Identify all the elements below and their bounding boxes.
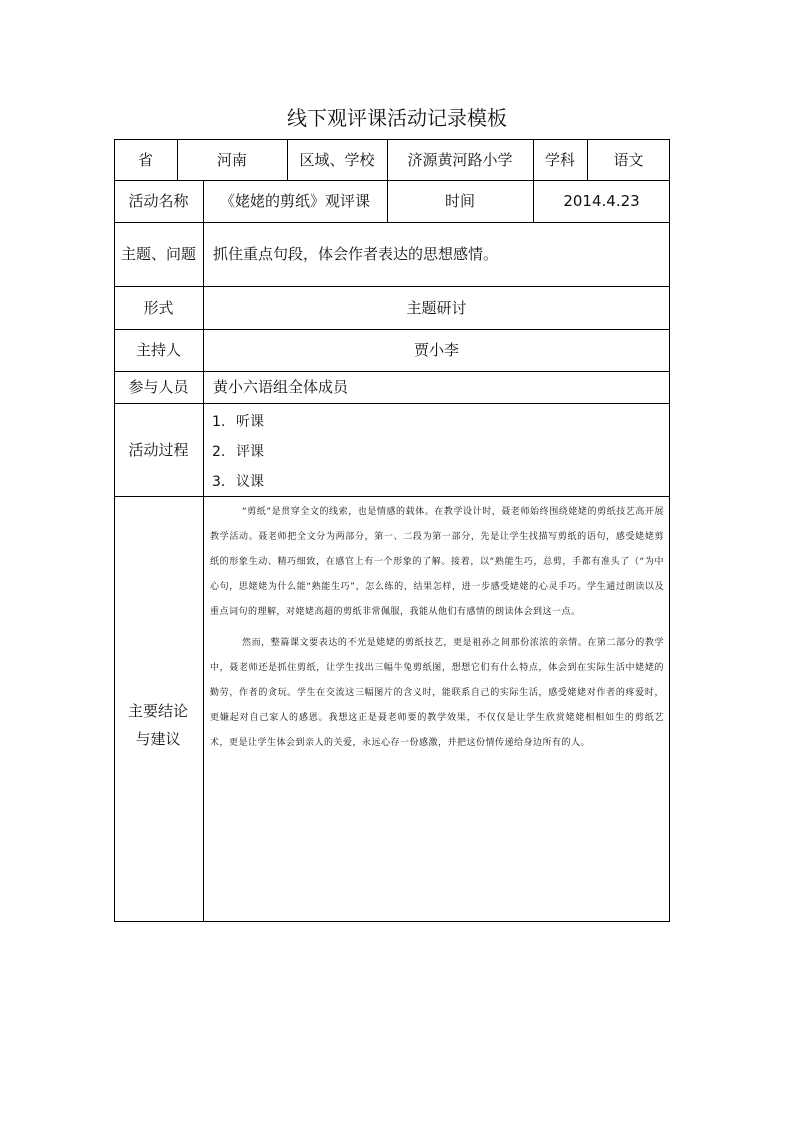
table-border bbox=[114, 371, 670, 372]
topic-label: 主题、问题 bbox=[120, 245, 196, 263]
host-label: 主持人 bbox=[135, 341, 181, 359]
activity-name-label: 活动名称 bbox=[128, 192, 189, 210]
process-item: 2. 评课 bbox=[212, 444, 264, 460]
table-border bbox=[177, 139, 178, 180]
table-border bbox=[114, 286, 670, 287]
table-border bbox=[114, 329, 670, 330]
process-item: 3. 议课 bbox=[212, 474, 264, 490]
province-label: 省 bbox=[137, 150, 153, 169]
table-border bbox=[114, 222, 670, 223]
process-list bbox=[212, 407, 662, 497]
form-label: 形式 bbox=[143, 298, 174, 317]
table-border bbox=[287, 139, 288, 180]
province-value: 河南 bbox=[216, 150, 247, 169]
topic-value: 抓住重点句段，体会作者表达的思想感情。 bbox=[213, 245, 499, 263]
participants-value: 黄小六语组全体成员 bbox=[213, 378, 349, 396]
table-border bbox=[114, 496, 670, 497]
table-border bbox=[114, 921, 670, 922]
conclusion-body bbox=[210, 500, 664, 762]
table-border bbox=[114, 139, 115, 922]
process-label: 活动过程 bbox=[128, 440, 189, 459]
conclusion-paragraph: 然而，整篇课文要表达的不光是姥姥的剪纸技艺，更是祖孙之间那份浓浓的亲情。在第二部分的教学中，聂老师还是抓住剪纸，让学生找出三幅牛兔剪纸图，想想它们有什么特点，体会到在实际生活中姥姥的勤劳，作者的贪玩。学生在交流这三幅图片的含义时，能联系自己的实际生活，感受姥姥对作者的疼爱时，更嫌起对自己家人的感恩。我想这正是聂老师要的教学效果，不仅仅是让学生欣赏姥姥相相如生的剪纸艺术，更是让学生体会到亲人的关爱，永远心存一份感激，并把这份情传递给身边所有的人。 bbox=[210, 638, 664, 748]
conclusion-paragraph: “剪纸”是贯穿全文的线索，也是情感的载体。在教学设计时，聂老师始终围绕姥姥的剪纸技艺高开展教学活动。聂老师把全文分为两部分，第一、二段为第一部分，先是让学生找描写剪纸的语句，感受姥姥剪纸的形象生动、精巧细致，在感官上有一个形象的了解。接着，以“熟能生巧，总剪，手都有准头了（“为中心句，思姥姥为什么能“熟能生巧”，怎么练的，结果怎样，进一步感受姥姥的心灵手巧。学生通过朗读以及重点词句的理解，对姥姥高超的剪纸非常佩服，我能从他们有感情的朗读体会到这一点。 bbox=[210, 507, 664, 617]
conclusion-label: 主要结论 与建议 bbox=[127, 702, 188, 748]
table-border bbox=[533, 139, 534, 222]
school-value: 济源黄河路小学 bbox=[407, 150, 513, 169]
time-label: 时间 bbox=[444, 192, 475, 210]
table-border bbox=[114, 403, 670, 404]
page-title: 线下观评课活动记录模板 bbox=[287, 106, 507, 130]
subject-value: 语文 bbox=[613, 150, 644, 169]
region-school-label: 区域、学校 bbox=[299, 150, 375, 169]
table-border bbox=[387, 139, 388, 222]
host-value: 贾小李 bbox=[413, 341, 459, 359]
table-border bbox=[669, 139, 670, 922]
table-border bbox=[587, 139, 588, 180]
process-item: 1. 听课 bbox=[212, 414, 264, 430]
table-border bbox=[203, 180, 204, 922]
form-value: 主题研讨 bbox=[406, 298, 467, 317]
participants-label: 参与人员 bbox=[128, 378, 189, 396]
subject-label: 学科 bbox=[544, 150, 575, 169]
table-border bbox=[114, 180, 670, 181]
time-value: 2014.4.23 bbox=[563, 192, 640, 210]
activity-name-value: 《姥姥的剪纸》观评课 bbox=[219, 192, 370, 210]
